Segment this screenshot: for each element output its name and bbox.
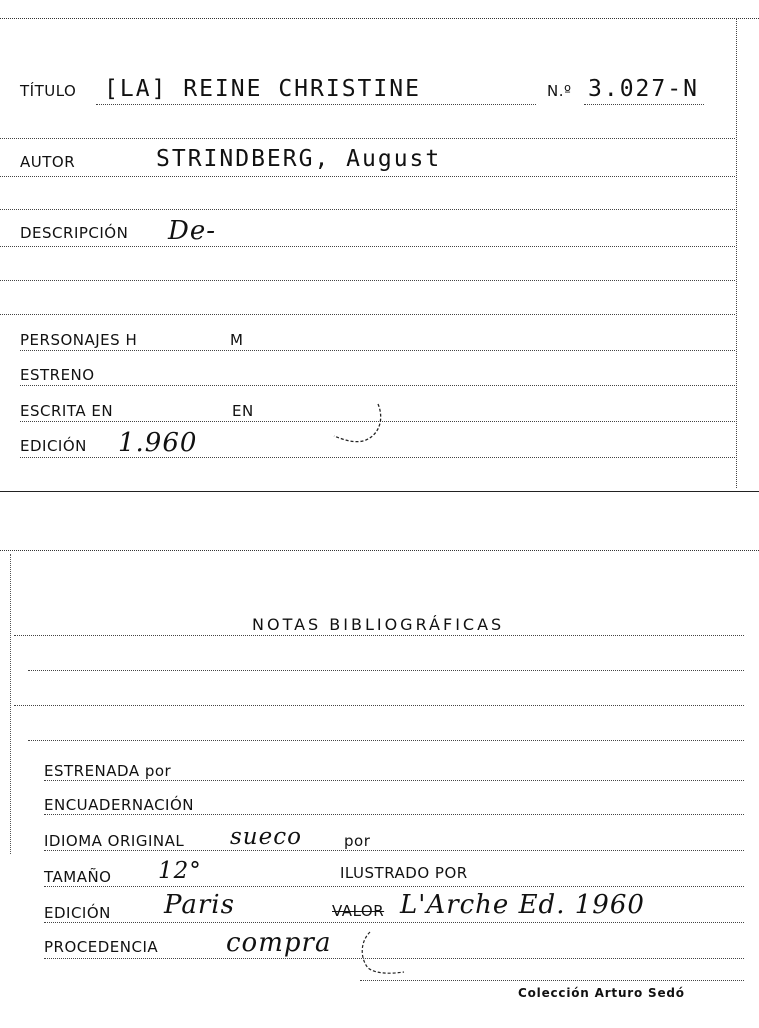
procedencia-label: PROCEDENCIA bbox=[44, 938, 159, 956]
escrita-en-label: ESCRITA EN bbox=[20, 402, 114, 420]
titulo-value: [LA] REINE CHRISTINE bbox=[104, 76, 421, 102]
rule-line bbox=[0, 280, 735, 281]
autor-label: AUTOR bbox=[20, 153, 76, 171]
descripcion-line bbox=[0, 246, 735, 247]
personajes-label: PERSONAJES H bbox=[20, 331, 138, 349]
card-top-edge bbox=[0, 550, 759, 551]
numero-line bbox=[584, 104, 704, 105]
estrenada-line bbox=[44, 780, 744, 781]
numero-value: 3.027-N bbox=[588, 76, 699, 102]
descripcion-value: De- bbox=[168, 216, 217, 246]
card-left-edge bbox=[10, 554, 11, 854]
ilustrado-label: ILUSTRADO POR bbox=[340, 864, 468, 882]
edicion-line bbox=[44, 922, 744, 923]
titulo-label: TÍTULO bbox=[20, 82, 77, 100]
valor-label: VALOR bbox=[332, 902, 385, 920]
collection-credit: Colección Arturo Sedó bbox=[518, 986, 685, 1000]
card-top-edge bbox=[0, 18, 759, 19]
encuadernacion-line bbox=[44, 814, 744, 815]
valor-value: L'Arche Ed. 1960 bbox=[400, 890, 645, 920]
numero-label: N.º bbox=[547, 82, 572, 100]
estreno-label: ESTRENO bbox=[20, 366, 95, 384]
rule-line bbox=[0, 138, 735, 139]
notas-heading: NOTAS BIBLIOGRÁFICAS bbox=[252, 615, 505, 634]
rule-line bbox=[360, 980, 744, 981]
rule-line bbox=[28, 670, 744, 671]
heading-line bbox=[14, 635, 744, 636]
rule-line bbox=[14, 705, 744, 706]
autor-line bbox=[0, 176, 735, 177]
tamano-line bbox=[44, 886, 744, 887]
estrenada-label: ESTRENADA por bbox=[44, 762, 172, 780]
edicion-label: EDICIÓN bbox=[44, 904, 111, 922]
edicion-line bbox=[20, 457, 735, 458]
pen-stroke-mark bbox=[356, 928, 416, 978]
tamano-label: TAMAÑO bbox=[44, 868, 112, 886]
card-bottom-edge bbox=[0, 491, 759, 492]
personajes-line bbox=[20, 350, 735, 351]
personajes-m-label: M bbox=[230, 331, 244, 349]
escrita-en-en-label: EN bbox=[232, 402, 254, 420]
autor-value: STRINDBERG, August bbox=[156, 146, 442, 172]
pen-stroke-mark bbox=[326, 400, 386, 446]
rule-line bbox=[28, 740, 744, 741]
card-right-edge bbox=[736, 18, 737, 488]
encuadernacion-label: ENCUADERNACIÓN bbox=[44, 796, 195, 814]
idioma-label: IDIOMA ORIGINAL bbox=[44, 832, 185, 850]
catalog-card-back bbox=[0, 540, 759, 1028]
titulo-line bbox=[96, 104, 536, 105]
rule-line bbox=[0, 209, 735, 210]
estreno-line bbox=[20, 385, 735, 386]
edicion-value: Paris bbox=[164, 890, 235, 920]
descripcion-label: DESCRIPCIÓN bbox=[20, 224, 129, 242]
idioma-value: sueco bbox=[230, 824, 302, 850]
idioma-por-label: por bbox=[344, 832, 371, 850]
tamano-value: 12° bbox=[158, 858, 202, 884]
idioma-line bbox=[44, 850, 744, 851]
catalog-card-front bbox=[0, 0, 759, 492]
procedencia-value: compra bbox=[226, 928, 332, 958]
edicion-label: EDICIÓN bbox=[20, 437, 87, 455]
edicion-value: 1.960 bbox=[118, 428, 198, 458]
rule-line bbox=[0, 314, 735, 315]
